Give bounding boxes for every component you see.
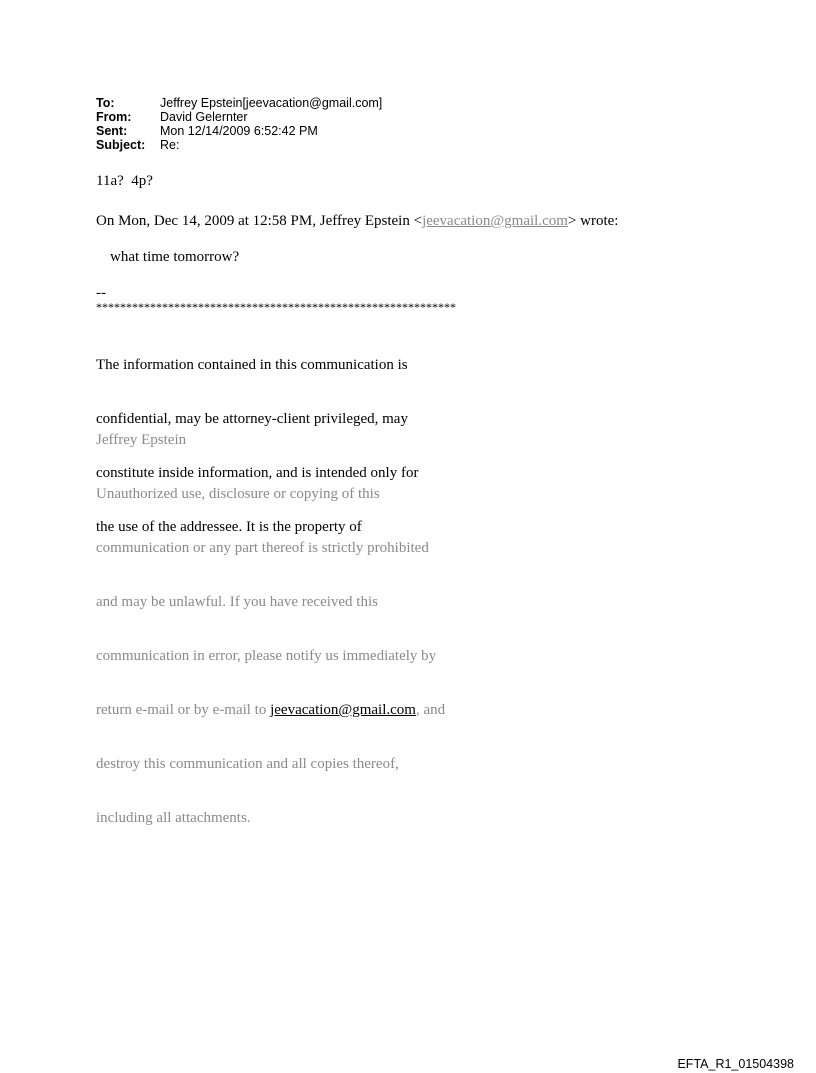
quoted-text: what time tomorrow? — [110, 249, 240, 265]
disclaimer-line: The information contained in this communication is — [96, 357, 408, 373]
subject-row — [96, 138, 382, 152]
disclaimer-line: constitute inside information, and is intended only for — [96, 465, 419, 481]
signature-dashes: -- — [96, 285, 106, 301]
sent-value: Mon 12/14/2009 6:52:42 PM — [160, 124, 318, 138]
to-value: Jeffrey Epstein[jeevacation@gmail.com] — [160, 96, 383, 110]
disclaimer-email-line — [96, 701, 445, 719]
signature-stars: ************************************************************ — [96, 300, 456, 314]
sent-row — [96, 124, 382, 138]
subject-value: Re: — [160, 138, 180, 152]
disclaimer-gray — [96, 395, 445, 845]
disclaimer-line: Jeffrey Epstein — [96, 432, 187, 448]
subject-label: Subject: — [96, 138, 146, 152]
disclaimer-line: and may be unlawful. If you have received this — [96, 594, 378, 610]
sent-label: Sent: — [96, 124, 128, 138]
from-label: From: — [96, 110, 132, 124]
disclaimer-line: Unauthorized use, disclosure or copying of this — [96, 486, 380, 502]
reply-text: 11a? 4p? — [96, 173, 153, 189]
to-row — [96, 96, 382, 110]
disclaimer-line: including all attachments. — [96, 810, 251, 826]
from-row — [96, 110, 382, 124]
disclaimer-email-link[interactable]: jeevacation@gmail.com — [270, 702, 416, 718]
disclaimer-line: destroy this communication and all copies thereof, — [96, 756, 399, 772]
email-header — [96, 96, 382, 152]
to-label: To: — [96, 96, 115, 110]
disclaimer-email-prefix: return e-mail or by e-mail to — [96, 702, 271, 718]
from-value: David Gelernter — [160, 110, 248, 124]
disclaimer-line: confidential, may be attorney-client privileged, may — [96, 411, 408, 427]
disclaimer-line: communication in error, please notify us immediately by — [96, 648, 437, 664]
disclaimer-line: communication or any part thereof is strictly prohibited — [96, 540, 429, 556]
disclaimer-email-suffix: , and — [415, 702, 446, 718]
quote-intro — [96, 212, 618, 230]
quote-intro-suffix: > wrote: — [567, 213, 619, 229]
document-id: EFTA_R1_01504398 — [677, 1057, 794, 1071]
disclaimer-line: the use of the addressee. It is the property of — [96, 519, 362, 535]
quote-intro-prefix: On Mon, Dec 14, 2009 at 12:58 PM, Jeffrey Epstein < — [96, 213, 423, 229]
quote-intro-email-link[interactable]: jeevacation@gmail.com — [422, 213, 568, 229]
